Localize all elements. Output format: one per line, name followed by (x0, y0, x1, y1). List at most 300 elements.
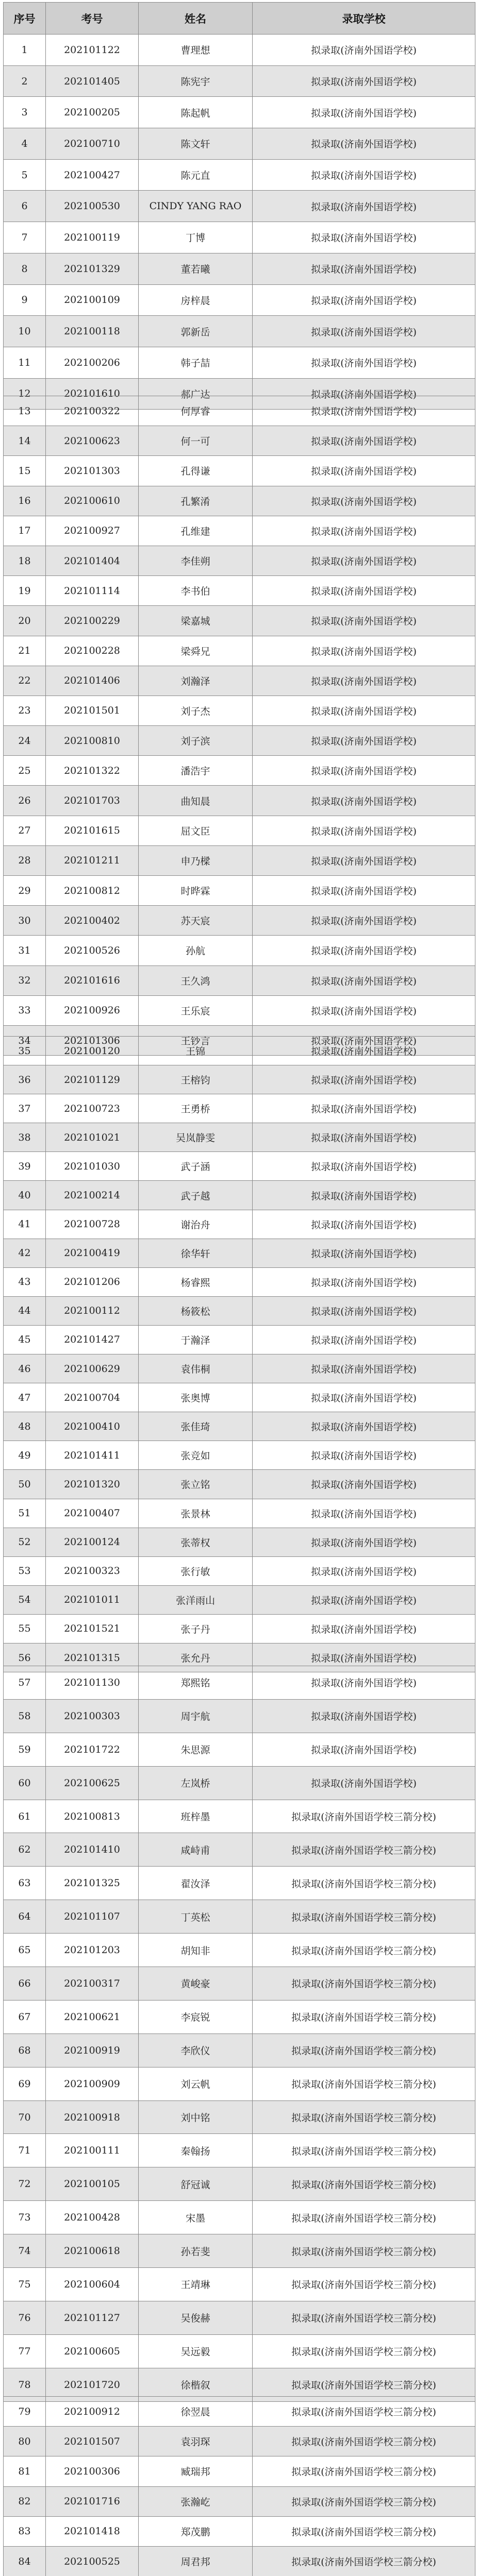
cell-exam-no: 202101114 (46, 576, 139, 606)
cell-seq: 22 (4, 666, 46, 696)
cell-seq: 47 (4, 1383, 46, 1412)
cell-exam-no: 202100105 (46, 2167, 139, 2201)
cell-school: 拟录取(济南外国语学校) (253, 965, 475, 995)
cell-school: 拟录取(济南外国语学校三箭分校) (253, 2516, 475, 2546)
cell-name: 王榕钧 (139, 1065, 253, 1094)
table-row (4, 35, 475, 66)
cell-school: 拟录取(济南外国语学校) (253, 1181, 475, 1210)
cell-seq: 53 (4, 1556, 46, 1585)
cell-name: 张瀚屹 (139, 2486, 253, 2516)
table-row (4, 2427, 475, 2456)
cell-name: 董若曦 (139, 253, 253, 284)
cell-name: 张奥博 (139, 1383, 253, 1412)
cell-seq: 11 (4, 347, 46, 378)
cell-name: 杨睿熙 (139, 1267, 253, 1296)
table-row (4, 1867, 475, 1900)
cell-name: 周宇航 (139, 1699, 253, 1733)
cell-exam-no: 202101011 (46, 1585, 139, 1614)
header-name: 姓名 (139, 3, 253, 35)
cell-name: 杨筱松 (139, 1296, 253, 1325)
cell-name: 周君邦 (139, 2546, 253, 2576)
cell-exam-no: 202100317 (46, 1967, 139, 2001)
cell-school: 拟录取(济南外国语学校) (253, 1210, 475, 1239)
cell-name: 刘子滨 (139, 726, 253, 756)
cell-school: 拟录取(济南外国语学校) (253, 159, 475, 191)
cell-seq: 17 (4, 516, 46, 546)
cell-exam-no: 202100206 (46, 347, 139, 378)
cell-seq: 44 (4, 1296, 46, 1325)
cell-school: 拟录取(济南外国语学校三箭分校) (253, 2397, 475, 2427)
cell-name: 王久鸿 (139, 965, 253, 995)
cell-exam-no: 202100407 (46, 1499, 139, 1528)
cell-exam-no: 202101716 (46, 2486, 139, 2516)
cell-name: 丁博 (139, 222, 253, 253)
cell-seq: 48 (4, 1412, 46, 1441)
table-row (4, 2456, 475, 2486)
cell-exam-no: 202101703 (46, 786, 139, 816)
cell-name: 秦翰扬 (139, 2134, 253, 2167)
cell-school: 拟录取(济南外国语学校) (253, 222, 475, 253)
cell-seq: 83 (4, 2516, 46, 2546)
cell-exam-no: 202100526 (46, 936, 139, 965)
cell-name: 王乐宸 (139, 995, 253, 1025)
cell-exam-no: 202101211 (46, 845, 139, 875)
cell-exam-no: 202100710 (46, 128, 139, 160)
cell-exam-no: 202101405 (46, 65, 139, 97)
cell-name: CINDY YANG RAO (139, 191, 253, 222)
cell-seq: 39 (4, 1152, 46, 1181)
cell-name: 陈元直 (139, 159, 253, 191)
cell-exam-no: 202101107 (46, 1900, 139, 1934)
cell-school: 拟录取(济南外国语学校) (253, 486, 475, 516)
cell-exam-no: 202101418 (46, 2516, 139, 2546)
cell-exam-no: 202100909 (46, 2067, 139, 2100)
table-row (4, 1094, 475, 1123)
cell-name: 袁羽琛 (139, 2427, 253, 2456)
cell-seq: 65 (4, 1934, 46, 1967)
cell-school: 拟录取(济南外国语学校三箭分校) (253, 2201, 475, 2234)
cell-name: 曹理想 (139, 35, 253, 66)
cell-exam-no: 202100306 (46, 2456, 139, 2486)
cell-name: 徐楷叙 (139, 2368, 253, 2401)
cell-school: 拟录取(济南外国语学校三箭分校) (253, 1833, 475, 1867)
table-row (4, 1037, 475, 1065)
table-row (4, 284, 475, 316)
cell-exam-no: 202100810 (46, 726, 139, 756)
cell-school: 拟录取(济南外国语学校三箭分校) (253, 2334, 475, 2368)
table-row (4, 845, 475, 875)
cell-seq: 3 (4, 97, 46, 128)
cell-seq: 75 (4, 2268, 46, 2301)
table-row (4, 876, 475, 906)
cell-name: 郝广达 (139, 378, 253, 410)
cell-exam-no: 202101411 (46, 1441, 139, 1470)
cell-seq: 37 (4, 1094, 46, 1123)
cell-name: 李书伯 (139, 576, 253, 606)
header-school: 录取学校 (253, 3, 475, 35)
cell-exam-no: 202100704 (46, 1383, 139, 1412)
cell-school: 拟录取(济南外国语学校) (253, 1065, 475, 1094)
table-row (4, 1383, 475, 1412)
cell-name: 谢治舟 (139, 1210, 253, 1239)
cell-name: 左岚桥 (139, 1766, 253, 1800)
cell-name: 于瀚泽 (139, 1325, 253, 1354)
cell-name: 舒冠诚 (139, 2167, 253, 2201)
cell-seq: 21 (4, 636, 46, 666)
cell-school: 拟录取(济南外国语学校) (253, 456, 475, 486)
cell-exam-no: 202100623 (46, 426, 139, 456)
cell-name: 张立铭 (139, 1470, 253, 1499)
cell-seq: 14 (4, 426, 46, 456)
table-row (4, 2100, 475, 2134)
table-body-2 (4, 396, 475, 1056)
table-row (4, 516, 475, 546)
cell-school: 拟录取(济南外国语学校) (253, 1528, 475, 1556)
table-row (4, 965, 475, 995)
table-body-1 (4, 35, 475, 410)
cell-school: 拟录取(济南外国语学校) (253, 284, 475, 316)
cell-seq: 54 (4, 1585, 46, 1614)
cell-school: 拟录取(济南外国语学校三箭分校) (253, 1900, 475, 1934)
cell-seq: 81 (4, 2456, 46, 2486)
table-body-4 (4, 1666, 475, 2402)
table-row (4, 1296, 475, 1325)
cell-school: 拟录取(济南外国语学校) (253, 1239, 475, 1267)
cell-school: 拟录取(济南外国语学校三箭分校) (253, 2033, 475, 2067)
cell-seq: 43 (4, 1267, 46, 1296)
cell-seq: 10 (4, 316, 46, 347)
cell-school: 拟录取(济南外国语学校) (253, 65, 475, 97)
table-row (4, 1934, 475, 1967)
cell-school: 拟录取(济南外国语学校) (253, 1470, 475, 1499)
table-row (4, 316, 475, 347)
table-row (4, 1556, 475, 1585)
cell-school: 拟录取(济南外国语学校三箭分校) (253, 1867, 475, 1900)
cell-seq: 52 (4, 1528, 46, 1556)
cell-name: 孔得谦 (139, 456, 253, 486)
cell-exam-no: 202101122 (46, 35, 139, 66)
table-row (4, 756, 475, 786)
cell-exam-no: 202100402 (46, 906, 139, 936)
table-row (4, 2167, 475, 2201)
table-row (4, 1065, 475, 1094)
cell-exam-no: 202100530 (46, 191, 139, 222)
cell-school: 拟录取(济南外国语学校) (253, 253, 475, 284)
cell-school: 拟录取(济南外国语学校三箭分校) (253, 2301, 475, 2334)
cell-seq: 50 (4, 1470, 46, 1499)
roster-table-1 (3, 2, 475, 410)
cell-exam-no: 202100618 (46, 2234, 139, 2268)
table-row (4, 2516, 475, 2546)
cell-seq: 27 (4, 816, 46, 845)
cell-seq: 4 (4, 128, 46, 160)
cell-exam-no: 202101501 (46, 696, 139, 725)
table-row (4, 1733, 475, 1766)
cell-school: 拟录取(济南外国语学校三箭分校) (253, 2234, 475, 2268)
cell-school: 拟录取(济南外国语学校) (253, 756, 475, 786)
table-row (4, 1833, 475, 1867)
cell-seq: 82 (4, 2486, 46, 2516)
cell-exam-no: 202101615 (46, 816, 139, 845)
cell-name: 张佳琦 (139, 1412, 253, 1441)
cell-exam-no: 202101306 (46, 1025, 139, 1055)
cell-seq: 61 (4, 1800, 46, 1833)
cell-exam-no: 202100229 (46, 606, 139, 636)
cell-school: 拟录取(济南外国语学校) (253, 1585, 475, 1614)
cell-school: 拟录取(济南外国语学校) (253, 786, 475, 816)
cell-school: 拟录取(济南外国语学校) (253, 636, 475, 666)
cell-school: 拟录取(济南外国语学校) (253, 191, 475, 222)
cell-exam-no: 202101406 (46, 666, 139, 696)
cell-exam-no: 202101322 (46, 756, 139, 786)
cell-seq: 13 (4, 396, 46, 426)
cell-seq: 59 (4, 1733, 46, 1766)
cell-name: 刘瀚泽 (139, 666, 253, 696)
cell-seq: 33 (4, 995, 46, 1025)
cell-name: 吴远毅 (139, 2334, 253, 2368)
cell-name: 刘云帆 (139, 2067, 253, 2100)
cell-seq: 18 (4, 546, 46, 575)
cell-name: 孔维建 (139, 516, 253, 546)
cell-name: 班梓墨 (139, 1800, 253, 1833)
cell-school: 拟录取(济南外国语学校三箭分校) (253, 2427, 475, 2456)
table-row (4, 606, 475, 636)
roster-table-3 (3, 1036, 475, 1672)
cell-seq: 5 (4, 159, 46, 191)
table-body-3 (4, 1037, 475, 1672)
cell-school: 拟录取(济南外国语学校) (253, 1441, 475, 1470)
cell-name: 何厚睿 (139, 396, 253, 426)
cell-school: 拟录取(济南外国语学校三箭分校) (253, 2134, 475, 2167)
cell-seq: 36 (4, 1065, 46, 1094)
cell-exam-no: 202100323 (46, 1556, 139, 1585)
cell-school: 拟录取(济南外国语学校三箭分校) (253, 2456, 475, 2486)
cell-name: 郑茂鹏 (139, 2516, 253, 2546)
cell-name: 朱思源 (139, 1733, 253, 1766)
cell-seq: 74 (4, 2234, 46, 2268)
cell-name: 张洋雨山 (139, 1585, 253, 1614)
table-row (4, 1470, 475, 1499)
cell-seq: 70 (4, 2100, 46, 2134)
cell-school: 拟录取(济南外国语学校三箭分校) (253, 1967, 475, 2001)
cell-school: 拟录取(济南外国语学校三箭分校) (253, 2546, 475, 2576)
cell-school: 拟录取(济南外国语学校) (253, 995, 475, 1025)
cell-school: 拟录取(济南外国语学校) (253, 1766, 475, 1800)
table-row (4, 1900, 475, 1934)
table-row (4, 1441, 475, 1470)
cell-exam-no: 202101404 (46, 546, 139, 575)
cell-school: 拟录取(济南外国语学校) (253, 1643, 475, 1672)
table-row (4, 1766, 475, 1800)
cell-school: 拟录取(济南外国语学校) (253, 606, 475, 636)
cell-exam-no: 202100912 (46, 2397, 139, 2427)
cell-exam-no: 202100120 (46, 1037, 139, 1065)
cell-school: 拟录取(济南外国语学校) (253, 1296, 475, 1325)
cell-seq: 79 (4, 2397, 46, 2427)
cell-exam-no: 202100629 (46, 1354, 139, 1383)
cell-school: 拟录取(济南外国语学校) (253, 378, 475, 410)
cell-name: 孙若斐 (139, 2234, 253, 2268)
cell-seq: 24 (4, 726, 46, 756)
cell-exam-no: 202101610 (46, 378, 139, 410)
table-row (4, 2486, 475, 2516)
cell-school: 拟录取(济南外国语学校三箭分校) (253, 1934, 475, 1967)
cell-seq: 38 (4, 1123, 46, 1152)
cell-name: 陈起帆 (139, 97, 253, 128)
roster-table-4 (3, 1666, 475, 2402)
table-row (4, 347, 475, 378)
cell-name: 梁舜兄 (139, 636, 253, 666)
cell-exam-no: 202100728 (46, 1210, 139, 1239)
roster-table-2 (3, 396, 475, 1056)
header-exam-no: 考号 (46, 3, 139, 35)
table-row (4, 1325, 475, 1354)
cell-name: 黄峻豪 (139, 1967, 253, 2001)
cell-seq: 42 (4, 1239, 46, 1267)
cell-school: 拟录取(济南外国语学校三箭分校) (253, 2100, 475, 2134)
table-row (4, 396, 475, 426)
cell-name: 吴俊赫 (139, 2301, 253, 2334)
cell-exam-no: 202100419 (46, 1239, 139, 1267)
cell-seq: 19 (4, 576, 46, 606)
cell-name: 韩子喆 (139, 347, 253, 378)
table-row (4, 726, 475, 756)
table-row (4, 128, 475, 160)
cell-name: 张允丹 (139, 1643, 253, 1672)
cell-name: 李欣仪 (139, 2033, 253, 2067)
cell-school: 拟录取(济南外国语学校三箭分校) (253, 2268, 475, 2301)
cell-school: 拟录取(济南外国语学校) (253, 816, 475, 845)
cell-exam-no: 202101325 (46, 1867, 139, 1900)
cell-seq: 26 (4, 786, 46, 816)
cell-exam-no: 202100109 (46, 284, 139, 316)
cell-school: 拟录取(济南外国语学校) (253, 936, 475, 965)
cell-seq: 1 (4, 35, 46, 66)
cell-name: 陈文轩 (139, 128, 253, 160)
cell-exam-no: 202100322 (46, 396, 139, 426)
cell-exam-no: 202101507 (46, 2427, 139, 2456)
cell-exam-no: 202100919 (46, 2033, 139, 2067)
cell-seq: 84 (4, 2546, 46, 2576)
cell-exam-no: 202101315 (46, 1643, 139, 1672)
cell-exam-no: 202100410 (46, 1412, 139, 1441)
cell-school: 拟录取(济南外国语学校三箭分校) (253, 2368, 475, 2401)
cell-seq: 30 (4, 906, 46, 936)
table-row (4, 1800, 475, 1833)
table-row (4, 995, 475, 1025)
cell-seq: 56 (4, 1643, 46, 1672)
table-row (4, 159, 475, 191)
cell-seq: 25 (4, 756, 46, 786)
cell-seq: 51 (4, 1499, 46, 1528)
cell-school: 拟录取(济南外国语学校) (253, 1699, 475, 1733)
cell-name: 吴岚静雯 (139, 1123, 253, 1152)
table-row (4, 2334, 475, 2368)
cell-seq: 72 (4, 2167, 46, 2201)
cell-name: 苏天宸 (139, 906, 253, 936)
cell-seq: 20 (4, 606, 46, 636)
table-body-5 (4, 2397, 475, 2576)
cell-name: 翟汝泽 (139, 1867, 253, 1900)
cell-name: 李宸锐 (139, 2000, 253, 2033)
cell-name: 徐翌晨 (139, 2397, 253, 2427)
cell-exam-no: 202101127 (46, 2301, 139, 2334)
cell-name: 潘浩宇 (139, 756, 253, 786)
cell-exam-no: 202101722 (46, 1733, 139, 1766)
header-seq: 序号 (4, 3, 46, 35)
cell-name: 王锦 (139, 1037, 253, 1065)
cell-exam-no: 202101021 (46, 1123, 139, 1152)
cell-exam-no: 202101320 (46, 1470, 139, 1499)
cell-school: 拟录取(济南外国语学校) (253, 1733, 475, 1766)
table-row (4, 1699, 475, 1733)
cell-seq: 7 (4, 222, 46, 253)
cell-exam-no: 202100205 (46, 97, 139, 128)
cell-exam-no: 202100428 (46, 2201, 139, 2234)
cell-seq: 29 (4, 876, 46, 906)
cell-seq: 67 (4, 2000, 46, 2033)
cell-school: 拟录取(济南外国语学校三箭分校) (253, 2000, 475, 2033)
table-row (4, 1123, 475, 1152)
cell-seq: 23 (4, 696, 46, 725)
cell-seq: 9 (4, 284, 46, 316)
table-row (4, 456, 475, 486)
cell-seq: 45 (4, 1325, 46, 1354)
table-row (4, 1528, 475, 1556)
cell-school: 拟录取(济南外国语学校) (253, 1556, 475, 1585)
cell-exam-no: 202101720 (46, 2368, 139, 2401)
table-row (4, 2268, 475, 2301)
cell-exam-no: 202100111 (46, 2134, 139, 2167)
table-header-row (4, 3, 475, 35)
cell-school: 拟录取(济南外国语学校) (253, 726, 475, 756)
table-row (4, 1499, 475, 1528)
cell-school: 拟录取(济南外国语学校) (253, 1094, 475, 1123)
cell-exam-no: 202100610 (46, 486, 139, 516)
cell-school: 拟录取(济南外国语学校) (253, 666, 475, 696)
cell-name: 李佳朔 (139, 546, 253, 575)
cell-school: 拟录取(济南外国语学校) (253, 1666, 475, 1700)
table-row (4, 1239, 475, 1267)
cell-school: 拟录取(济南外国语学校) (253, 546, 475, 575)
cell-school: 拟录取(济南外国语学校) (253, 576, 475, 606)
cell-name: 咸峙甫 (139, 1833, 253, 1867)
table-row (4, 2033, 475, 2067)
cell-exam-no: 202101206 (46, 1267, 139, 1296)
cell-exam-no: 202100118 (46, 316, 139, 347)
cell-school: 拟录取(济南外国语学校) (253, 1325, 475, 1354)
cell-seq: 66 (4, 1967, 46, 2001)
table-row (4, 65, 475, 97)
cell-name: 丁英松 (139, 1900, 253, 1934)
cell-seq: 68 (4, 2033, 46, 2067)
cell-name: 张竞如 (139, 1441, 253, 1470)
cell-name: 申乃樑 (139, 845, 253, 875)
cell-exam-no: 202100605 (46, 2334, 139, 2368)
cell-seq: 2 (4, 65, 46, 97)
cell-seq: 6 (4, 191, 46, 222)
cell-school: 拟录取(济南外国语学校三箭分校) (253, 1800, 475, 1833)
table-row (4, 2067, 475, 2100)
cell-seq: 46 (4, 1354, 46, 1383)
cell-school: 拟录取(济南外国语学校) (253, 35, 475, 66)
cell-seq: 12 (4, 378, 46, 410)
cell-name: 张子丹 (139, 1614, 253, 1643)
cell-exam-no: 202101427 (46, 1325, 139, 1354)
cell-name: 张景林 (139, 1499, 253, 1528)
cell-seq: 55 (4, 1614, 46, 1643)
cell-seq: 40 (4, 1181, 46, 1210)
